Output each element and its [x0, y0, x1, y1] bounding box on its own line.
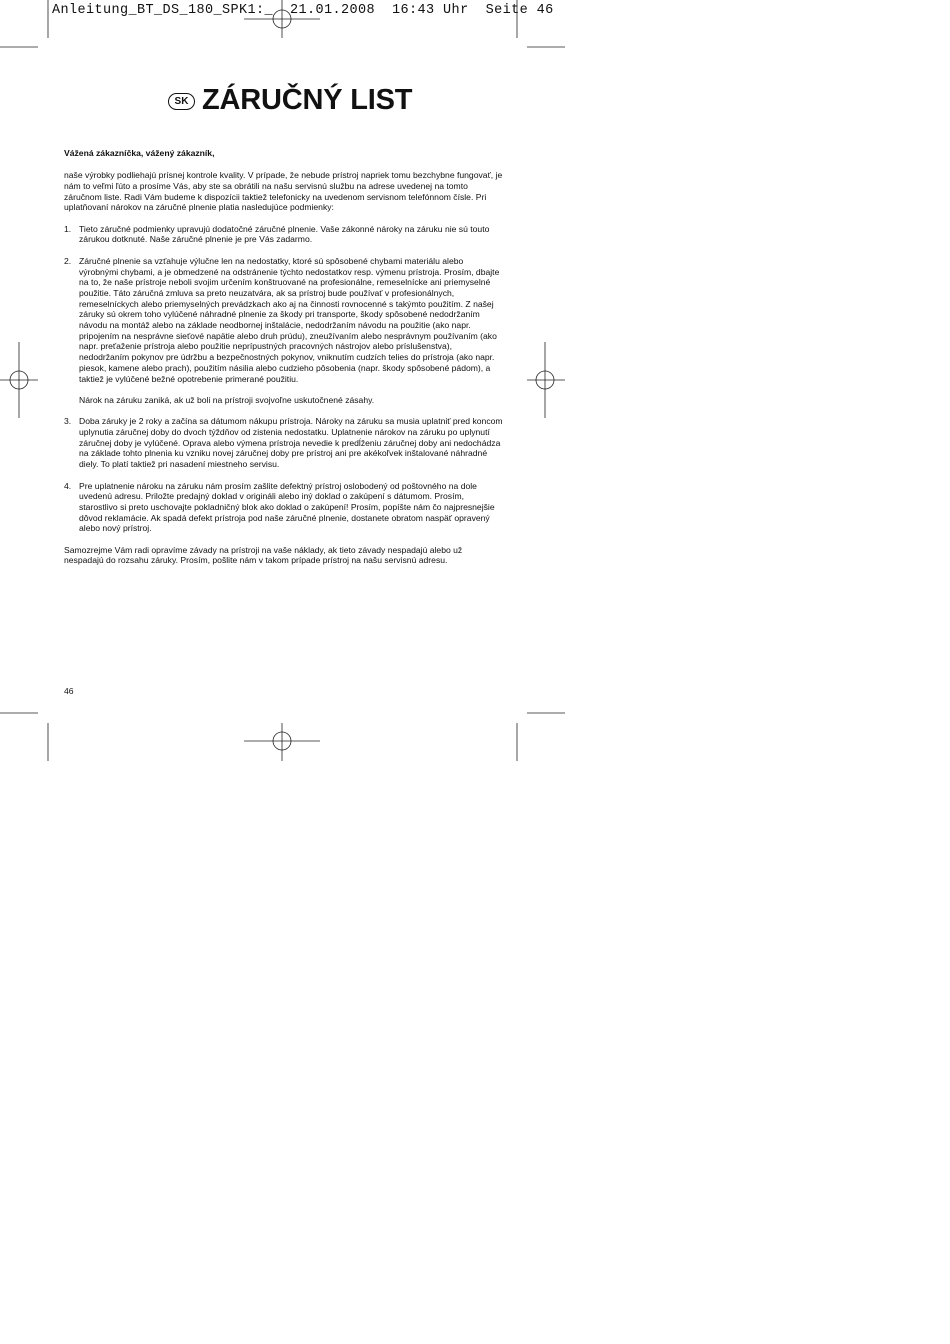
list-item-text: Tieto záručné podmienky upravujú dodatočné záručné plnenie. Vaše zákonné nároky na záruku nie sú touto zárukou dotknuté. Naše záručné plnenie je pre Vás zadarmo. [79, 223, 490, 245]
list-item [64, 224, 504, 245]
list-item [64, 256, 504, 406]
greeting: Vážená zákazníčka, vážený zákazník, [64, 148, 215, 158]
list-item-number: 1. [64, 223, 72, 234]
intro-paragraph: naše výrobky podliehajú prísnej kontrole kvality. V prípade, že nebude prístroj napriek tomu bezchybne fungovať, je nám to veľmi ľúto a prosíme Vás, aby ste sa obrátili na našu servisnú službu na adrese uvedenej na tomto záručnom liste. Radi Vám budeme k dispozícii taktiež telefonicky na uvedenom servisnom telefónnom čísle. Pri uplatňovaní nárokov na záručné plnenie platia nasledujúce podmienky: [64, 170, 503, 213]
print-slug-header: Anleitung_BT_DS_180_SPK1:_ 21.01.2008 16:43 Uhr Seite 46 [52, 3, 554, 18]
page-title: ZÁRUČNÝ LIST [202, 84, 413, 116]
list-item [64, 481, 504, 535]
list-item-text: Pre uplatnenie nároku na záruku nám prosím zašlite defektný prístroj oslobodený od poštovného na dole uvedenú adresu. Priložte predajný doklad v origináli alebo iný doklad o zakúpení s dátumom. Prosím, starostlivo si preto uschovajte pokladničný blok ako doklad o zakúpení! Prosím, popíšte nám čo najpresnejšie dôvod reklamácie. Ak spadá defekt prístroja pod naše záručné plnenie, dostanete obratom naspäť opravený alebo nový prístroj. [79, 480, 495, 534]
list-item-number: 3. [64, 416, 72, 427]
warranty-text [64, 148, 504, 577]
list-item-number: 4. [64, 480, 72, 491]
list-item [64, 416, 504, 470]
language-badge: SK [168, 93, 195, 110]
list-item-text: Doba záruky je 2 roky a začína sa dátumom nákupu prístroja. Nároky na záruku sa musia uplatniť pred koncom uplynutia záručnej doby do dvoch týždňov od zistenia nedostatku. Uplatnenie nárokov na záruku po uplynutí záručnej doby je vylúčené. Oprava alebo výmena prístroja nevedie k predĺženiu záručnej doby ani nedochádza na základe tohto plnenia ku vzniku novej záručnej doby pre prístroj ani pre akékoľvek inštalované náhradné diely. To platí taktiež pri nasadení miestneho servisu. [79, 416, 503, 470]
closing-paragraph: Samozrejme Vám radi opravíme závady na prístroji na vaše náklady, ak tieto závady nespadajú alebo už nespadajú do rozsahu záruky. Prosím, pošlite nám v takom prípade prístroj na našu servisnú adresu. [64, 544, 463, 566]
list-item-subtext: Nárok na záruku zaniká, ak už boli na prístroji svojvoľne uskutočnené zásahy. [79, 394, 375, 405]
page-number: 46 [64, 686, 74, 696]
title-row [168, 84, 412, 117]
conditions-list [64, 224, 504, 534]
list-item-number: 2. [64, 255, 72, 266]
list-item-text: Záručné plnenie sa vzťahuje výlučne len na nedostatky, ktoré sú spôsobené chybami materiálu alebo výrobnými chybami, a je obmedzené na odstránenie týchto nedostatkov resp. výmenu prístroja. Prosím, dbajte na to, že naše prístroje neboli svojim určením konštruované na profesionálne, remeselnícke ani priemyselné použitie. Táto záručná zmluva sa preto neuzatvára, ak sa prístroj bude používať v profesionálnych, remeselníckych alebo priemyselných prevádzkach ako aj na činnosti rovnocenné s takýmto použitím. Z našej záruky sú okrem toho vylúčené náhradné plnenie za škody pri transporte, škody spôsobené nedodržaním návodu na montáž alebo na základe neodbornej inštalácie, nedodržaním návodu na použitie (ako napr. pripojením na nesprávne sieťové napätie alebo druh prúdu), zneužívaním alebo nesprávnym používaním (ako napr. preťaženie prístroja alebo použitie neprípustných pracovných nástrojov alebo príslušenstva), nedodržaním pokynov pre údržbu a bezpečnostných pokynov, vniknutím cudzích telies do prístroja (ako napr. piesok, kamene alebo prach), použitím násilia alebo cudzieho pôsobenia (napr. škody spôsobené pádom), a taktiež je vylúčené bežné opotrebenie primerané použitiu. [79, 255, 500, 384]
